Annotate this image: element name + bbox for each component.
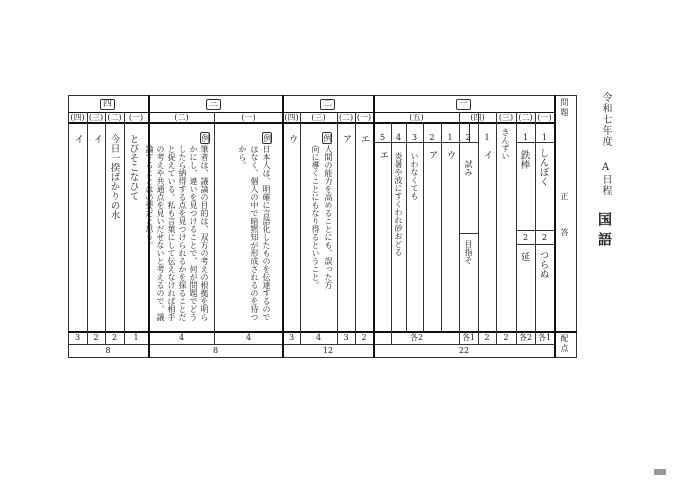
col-line xyxy=(337,112,338,345)
s2-q1-answer: エ xyxy=(358,134,370,144)
s1-q1-points: 各1 xyxy=(537,333,552,342)
s1-q4-answer-2: 試み xyxy=(464,160,473,176)
s1-q3-points: 2 xyxy=(503,333,509,342)
s1-q2-num-2: 2 xyxy=(522,233,529,242)
col-line xyxy=(478,112,479,345)
s2-q2-answer: ア xyxy=(340,134,352,144)
s1-q1-answer-1: しんぼく xyxy=(537,148,549,186)
row-line xyxy=(459,142,478,143)
section-header-2: 二 xyxy=(320,99,335,110)
s1-q2-answer-2: 延 xyxy=(518,252,530,262)
s4-q4-points: 3 xyxy=(74,333,81,342)
s2-sub-label-3: (三) xyxy=(311,113,326,122)
col-line xyxy=(124,112,125,345)
s1-q5-points: 各2 xyxy=(409,333,424,342)
s1-total-points: 22 xyxy=(458,346,470,355)
section-header-4: 四 xyxy=(100,99,115,110)
s2-q3-points: 4 xyxy=(315,333,322,342)
s1-sub-label-5: (五) xyxy=(409,113,424,122)
s4-sub-label-3: (三) xyxy=(88,113,104,122)
s4-q2-answer: 今日一揆ばかりの水 xyxy=(108,134,120,220)
s1-q5-answer-5: エ xyxy=(377,150,389,160)
col-line xyxy=(441,122,442,332)
s2-q3-example-tag: 例 xyxy=(323,134,332,142)
sub-header-line xyxy=(68,122,554,124)
s2-q4-answer: ウ xyxy=(286,134,298,144)
s4-q1-answer: とびそこなひて xyxy=(127,134,139,201)
s1-sub-label-1: (一) xyxy=(537,113,552,122)
s3-q2-answer: 筆者は、議論の目的は、双方の考えの根拠を明らかにし、違いを見つけることで、何が問題でどうしたら納得する点を見つけられるかを探ることだと捉えている。私も言葉にして伝えなければ相手の考えや共通点を見いだせないと考えるので、議論することは必要だと思う。 xyxy=(145,145,209,321)
s1-q4-num-1: 1 xyxy=(484,133,490,142)
s4-q4-answer: イ xyxy=(72,134,84,144)
s1-q4-answer-1: イ xyxy=(481,150,493,160)
s3-q1-example-tag: 例 xyxy=(263,134,272,142)
question-label: 問題 xyxy=(560,98,569,118)
s1-q1-answer-2: つらぬ xyxy=(537,250,549,279)
divider-labels xyxy=(554,95,556,358)
s1-q4a-points: 2 xyxy=(484,333,490,342)
s1-q5-answer-2: ア xyxy=(426,150,438,160)
s2-total-points: 12 xyxy=(322,346,334,355)
s1-q5-num-1: 1 xyxy=(447,133,453,142)
s1-sub-label-3: (三) xyxy=(498,113,514,122)
s4-total-points: 8 xyxy=(105,346,111,355)
s2-q2-points: 3 xyxy=(343,333,349,342)
s4-sub-label-2: (二) xyxy=(107,113,122,122)
s4-sub-label-4: (四) xyxy=(70,113,85,122)
s4-q1-points: 1 xyxy=(133,333,139,342)
era-year-label: 令和七年度 xyxy=(600,92,611,147)
col-line xyxy=(87,112,88,345)
points-mid-line xyxy=(68,344,554,345)
s2-q1-points: 2 xyxy=(361,333,367,342)
col-line xyxy=(300,112,301,345)
row-line xyxy=(516,142,554,143)
s1-q5-num-2: 2 xyxy=(429,133,435,142)
s2-sub-label-2: (二) xyxy=(338,113,354,122)
col-line xyxy=(105,112,106,345)
s1-sub-label-2: (二) xyxy=(518,113,533,122)
s1-q4-answer-3: 目指そ xyxy=(464,240,473,264)
s1-sub-label-4: (四) xyxy=(470,113,485,122)
s2-q3-answer: 人間の能力を高めることにも、誤った方向に導くことにもなり得るということ。 xyxy=(311,145,333,289)
section-header-3: 三 xyxy=(206,99,221,110)
schedule-label: A日程 xyxy=(600,162,611,196)
row-line xyxy=(516,244,554,245)
s1-q5-answer-4: 炎暑や波にすくわれ砂おどる xyxy=(394,152,403,256)
s1-q3-answer: きんずい xyxy=(501,128,510,160)
col-line xyxy=(496,112,497,345)
col-line xyxy=(516,112,517,345)
row-line xyxy=(516,230,554,231)
row-line xyxy=(459,233,478,234)
s4-q3-points: 2 xyxy=(93,333,99,342)
s1-q1-num-2: 2 xyxy=(541,233,548,242)
col-line xyxy=(406,122,407,332)
col-line xyxy=(391,122,392,345)
s4-q2-points: 2 xyxy=(111,333,118,342)
s3-total-points: 8 xyxy=(212,346,219,355)
points-label: 配点 xyxy=(560,334,569,354)
s1-q4b-points: 各1 xyxy=(461,333,476,342)
s3-sub-label-2: (二) xyxy=(174,113,189,122)
col-line xyxy=(355,112,356,345)
s1-q5-answer-3: いわなくても xyxy=(410,152,419,200)
col-line xyxy=(459,112,460,345)
section-header-1: 一 xyxy=(456,99,471,110)
s1-q5-num-5: 5 xyxy=(379,133,386,142)
s2-sub-label-4: (四) xyxy=(284,113,299,122)
s2-sub-label-1: (一) xyxy=(356,113,372,122)
col-line xyxy=(214,112,215,345)
s3-q2-points: 4 xyxy=(178,333,185,342)
col-line xyxy=(423,122,424,332)
s3-q1-points: 4 xyxy=(245,333,252,342)
divider-3-2 xyxy=(282,95,284,358)
s4-sub-label-1: (一) xyxy=(128,113,144,122)
correct-answer-label: 正答 xyxy=(560,192,569,264)
row-line xyxy=(374,142,459,143)
s4-q3-answer: イ xyxy=(91,134,103,144)
s3-q1-answer: 日本人は、明確に言語化したものを伝達するのではなく、個人の中で暗黙知が形成されるのを待つから。 xyxy=(238,145,271,321)
s1-q4-num-2: 2 xyxy=(465,133,471,142)
s1-q2-num-1: 1 xyxy=(522,133,529,142)
s3-q2-example-tag: 例 xyxy=(201,134,210,142)
s1-q5-num-3: 3 xyxy=(411,133,418,142)
s1-q5-answer-1: ウ xyxy=(444,150,456,160)
points-top-line xyxy=(68,331,577,333)
s1-q5-num-4: 4 xyxy=(395,133,402,142)
page-corner-mark xyxy=(654,469,666,475)
col-line xyxy=(535,112,536,345)
s2-q4-points: 3 xyxy=(288,333,295,342)
s1-q1-num-1: 1 xyxy=(541,133,548,142)
s3-sub-label-1: (一) xyxy=(241,113,256,122)
s1-q2-points: 各2 xyxy=(518,333,533,342)
subject-title: 国語 xyxy=(596,212,612,252)
s1-q2-answer-1: 鉄棒 xyxy=(518,150,530,169)
